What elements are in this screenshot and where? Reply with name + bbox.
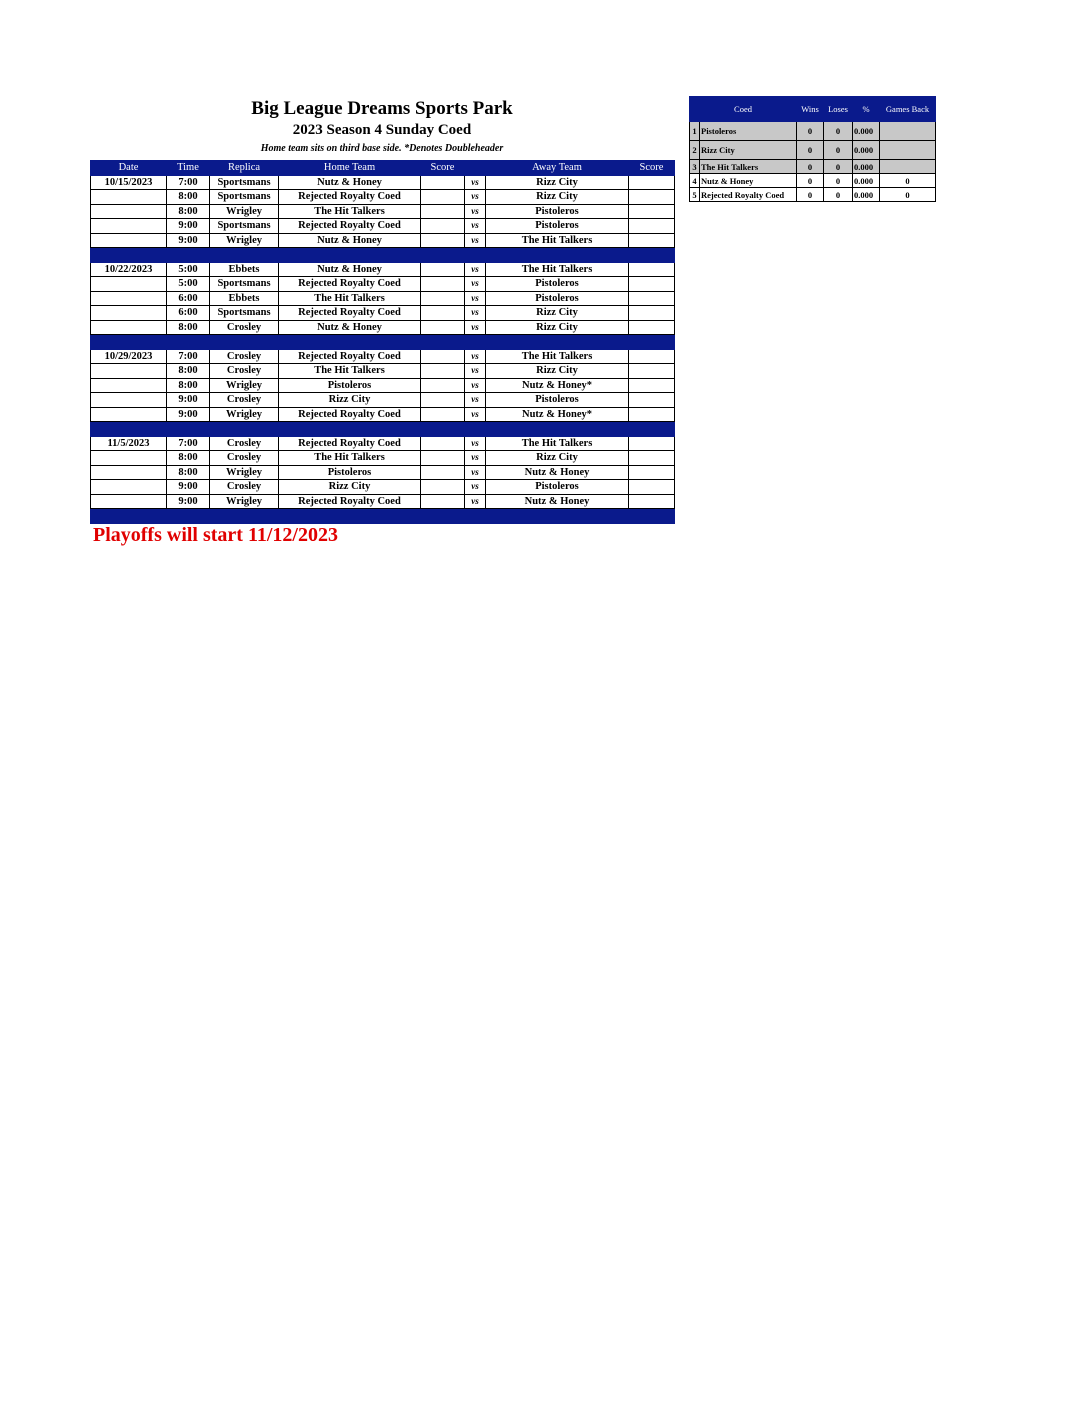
standings-row — [690, 141, 936, 160]
vs-label: vs — [465, 378, 486, 393]
team-pct: 0.000 — [853, 141, 880, 160]
separator-cell — [486, 509, 629, 524]
away-score — [629, 349, 675, 364]
header-vs-blank — [465, 161, 486, 176]
game-date-empty — [91, 407, 167, 422]
vs-label: vs — [465, 494, 486, 509]
separator-cell — [167, 422, 210, 437]
game-date-empty — [91, 480, 167, 495]
game-date-empty — [91, 190, 167, 205]
game-replica: Sportsmans — [210, 219, 279, 234]
game-replica: Wrigley — [210, 465, 279, 480]
away-score — [629, 393, 675, 408]
game-replica: Ebbets — [210, 262, 279, 277]
page-title: Big League Dreams Sports Park — [251, 98, 513, 119]
separator-cell — [421, 248, 465, 263]
vs-label: vs — [465, 175, 486, 190]
game-replica: Crosley — [210, 349, 279, 364]
home-team: Pistoleros — [279, 378, 421, 393]
away-score — [629, 451, 675, 466]
standings-header-games-back: Games Back — [880, 97, 936, 122]
schedule-note: Home team sits on third base side. *Denotes Doubleheader — [260, 143, 504, 154]
separator-cell — [629, 335, 675, 350]
header-home-team: Home Team — [279, 161, 421, 176]
game-date-empty — [91, 364, 167, 379]
header-replica: Replica — [210, 161, 279, 176]
game-time: 8:00 — [167, 204, 210, 219]
vs-label: vs — [465, 291, 486, 306]
header-home-score: Score — [421, 161, 465, 176]
home-score — [421, 465, 465, 480]
team-rank: 3 — [690, 160, 700, 174]
away-score — [629, 291, 675, 306]
separator-cell — [210, 248, 279, 263]
away-score — [629, 436, 675, 451]
game-date-empty — [91, 378, 167, 393]
game-row — [91, 219, 675, 234]
game-row — [91, 262, 675, 277]
separator-cell — [167, 335, 210, 350]
game-time: 9:00 — [167, 233, 210, 248]
game-row — [91, 204, 675, 219]
standings-header-loses: Loses — [824, 97, 853, 122]
team-name: The Hit Talkers — [700, 160, 797, 174]
home-team: Rejected Royalty Coed — [279, 190, 421, 205]
vs-label: vs — [465, 320, 486, 335]
away-team: The Hit Talkers — [486, 436, 629, 451]
standings-row — [690, 174, 936, 188]
standings-row — [690, 122, 936, 141]
game-row — [91, 407, 675, 422]
game-date: 11/5/2023 — [91, 436, 167, 451]
standings-header-wins: Wins — [797, 97, 824, 122]
away-team: Pistoleros — [486, 219, 629, 234]
home-team: Rejected Royalty Coed — [279, 349, 421, 364]
game-date-empty — [91, 277, 167, 292]
team-pct: 0.000 — [853, 188, 880, 202]
home-team: The Hit Talkers — [279, 451, 421, 466]
game-date-empty — [91, 451, 167, 466]
team-name: Rizz City — [700, 141, 797, 160]
team-wins: 0 — [797, 122, 824, 141]
header-date: Date — [91, 161, 167, 176]
game-replica: Wrigley — [210, 233, 279, 248]
away-team: Pistoleros — [486, 204, 629, 219]
standings-row — [690, 160, 936, 174]
home-score — [421, 393, 465, 408]
game-time: 8:00 — [167, 364, 210, 379]
header-away-team: Away Team — [486, 161, 629, 176]
game-date-empty — [91, 320, 167, 335]
separator-cell — [210, 422, 279, 437]
game-date-empty — [91, 233, 167, 248]
game-replica: Sportsmans — [210, 306, 279, 321]
vs-label: vs — [465, 349, 486, 364]
separator-cell — [421, 509, 465, 524]
game-date-empty — [91, 291, 167, 306]
away-team: Pistoleros — [486, 277, 629, 292]
home-team: Rejected Royalty Coed — [279, 219, 421, 234]
game-time: 9:00 — [167, 219, 210, 234]
standings-header-coed: Coed — [690, 97, 797, 122]
away-score — [629, 480, 675, 495]
separator-cell — [421, 335, 465, 350]
home-score — [421, 378, 465, 393]
away-score — [629, 306, 675, 321]
standings-table — [689, 96, 936, 202]
home-team: Nutz & Honey — [279, 320, 421, 335]
separator-cell — [279, 248, 421, 263]
home-score — [421, 204, 465, 219]
home-team: Nutz & Honey — [279, 262, 421, 277]
week-separator-row — [91, 335, 675, 350]
away-score — [629, 262, 675, 277]
away-score — [629, 494, 675, 509]
away-score — [629, 190, 675, 205]
playoffs-notice: Playoffs will start 11/12/2023 — [93, 524, 338, 546]
vs-label: vs — [465, 436, 486, 451]
game-time: 6:00 — [167, 291, 210, 306]
header-away-score: Score — [629, 161, 675, 176]
vs-label: vs — [465, 262, 486, 277]
team-pct: 0.000 — [853, 174, 880, 188]
team-name: Rejected Royalty Coed — [700, 188, 797, 202]
game-replica: Wrigley — [210, 378, 279, 393]
home-team: Nutz & Honey — [279, 175, 421, 190]
home-score — [421, 407, 465, 422]
team-games-back — [880, 160, 936, 174]
game-row — [91, 320, 675, 335]
standings-body — [690, 122, 936, 202]
home-score — [421, 190, 465, 205]
separator-cell — [486, 335, 629, 350]
game-replica: Crosley — [210, 320, 279, 335]
standings-row — [690, 188, 936, 202]
away-team: Rizz City — [486, 320, 629, 335]
game-replica: Sportsmans — [210, 277, 279, 292]
header-time: Time — [167, 161, 210, 176]
game-time: 8:00 — [167, 451, 210, 466]
game-time: 8:00 — [167, 190, 210, 205]
vs-label: vs — [465, 407, 486, 422]
team-games-back — [880, 141, 936, 160]
team-loses: 0 — [824, 174, 853, 188]
separator-cell — [91, 422, 167, 437]
schedule-body — [91, 175, 675, 523]
home-team: Rizz City — [279, 480, 421, 495]
away-team: Nutz & Honey* — [486, 378, 629, 393]
home-score — [421, 451, 465, 466]
vs-label: vs — [465, 190, 486, 205]
home-score — [421, 277, 465, 292]
vs-label: vs — [465, 277, 486, 292]
home-score — [421, 262, 465, 277]
game-replica: Crosley — [210, 436, 279, 451]
team-wins: 0 — [797, 160, 824, 174]
page-subtitle: 2023 Season 4 Sunday Coed — [292, 122, 472, 138]
away-score — [629, 407, 675, 422]
week-separator-row — [91, 248, 675, 263]
team-wins: 0 — [797, 141, 824, 160]
vs-label: vs — [465, 204, 486, 219]
home-score — [421, 219, 465, 234]
game-date-empty — [91, 219, 167, 234]
game-replica: Ebbets — [210, 291, 279, 306]
home-score — [421, 480, 465, 495]
home-score — [421, 175, 465, 190]
game-row — [91, 190, 675, 205]
separator-cell — [210, 335, 279, 350]
game-replica: Sportsmans — [210, 175, 279, 190]
away-score — [629, 233, 675, 248]
team-loses: 0 — [824, 188, 853, 202]
game-replica: Sportsmans — [210, 190, 279, 205]
team-games-back: 0 — [880, 188, 936, 202]
away-team: Pistoleros — [486, 480, 629, 495]
team-loses: 0 — [824, 141, 853, 160]
game-time: 9:00 — [167, 480, 210, 495]
home-team: Rejected Royalty Coed — [279, 436, 421, 451]
game-date-empty — [91, 204, 167, 219]
game-row — [91, 175, 675, 190]
game-time: 8:00 — [167, 320, 210, 335]
home-team: The Hit Talkers — [279, 204, 421, 219]
away-score — [629, 219, 675, 234]
away-team: Nutz & Honey — [486, 465, 629, 480]
away-score — [629, 320, 675, 335]
game-replica: Wrigley — [210, 494, 279, 509]
team-games-back: 0 — [880, 174, 936, 188]
away-score — [629, 364, 675, 379]
away-team: Pistoleros — [486, 393, 629, 408]
separator-cell — [91, 248, 167, 263]
away-score — [629, 204, 675, 219]
game-replica: Crosley — [210, 393, 279, 408]
team-rank: 5 — [690, 188, 700, 202]
home-team: The Hit Talkers — [279, 364, 421, 379]
separator-cell — [465, 335, 486, 350]
home-score — [421, 306, 465, 321]
game-date: 10/15/2023 — [91, 175, 167, 190]
home-score — [421, 494, 465, 509]
game-time: 6:00 — [167, 306, 210, 321]
separator-cell — [465, 248, 486, 263]
home-score — [421, 364, 465, 379]
game-time: 7:00 — [167, 175, 210, 190]
separator-cell — [279, 335, 421, 350]
vs-label: vs — [465, 465, 486, 480]
game-replica: Wrigley — [210, 204, 279, 219]
game-time: 5:00 — [167, 277, 210, 292]
home-team: Rejected Royalty Coed — [279, 494, 421, 509]
vs-label: vs — [465, 393, 486, 408]
home-team: Rejected Royalty Coed — [279, 277, 421, 292]
home-score — [421, 436, 465, 451]
game-time: 5:00 — [167, 262, 210, 277]
separator-cell — [486, 248, 629, 263]
separator-cell — [486, 422, 629, 437]
schedule-table — [90, 160, 675, 524]
separator-cell — [279, 509, 421, 524]
schedule-header-row — [91, 161, 675, 176]
separator-cell — [629, 422, 675, 437]
game-row — [91, 436, 675, 451]
team-pct: 0.000 — [853, 160, 880, 174]
team-loses: 0 — [824, 122, 853, 141]
away-team: Nutz & Honey* — [486, 407, 629, 422]
game-row — [91, 291, 675, 306]
game-row — [91, 378, 675, 393]
vs-label: vs — [465, 451, 486, 466]
home-team: Rejected Royalty Coed — [279, 306, 421, 321]
home-team: Rizz City — [279, 393, 421, 408]
away-score — [629, 277, 675, 292]
vs-label: vs — [465, 233, 486, 248]
vs-label: vs — [465, 480, 486, 495]
standings-header-row — [690, 97, 936, 122]
game-replica: Crosley — [210, 451, 279, 466]
game-row — [91, 349, 675, 364]
game-time: 7:00 — [167, 436, 210, 451]
away-team: Rizz City — [486, 451, 629, 466]
team-games-back — [880, 122, 936, 141]
away-team: Rizz City — [486, 175, 629, 190]
separator-cell — [167, 509, 210, 524]
home-score — [421, 320, 465, 335]
game-row — [91, 480, 675, 495]
separator-cell — [167, 248, 210, 263]
game-date: 10/29/2023 — [91, 349, 167, 364]
game-date-empty — [91, 465, 167, 480]
game-row — [91, 277, 675, 292]
vs-label: vs — [465, 364, 486, 379]
away-team: Rizz City — [486, 190, 629, 205]
separator-cell — [629, 509, 675, 524]
team-name: Nutz & Honey — [700, 174, 797, 188]
game-row — [91, 393, 675, 408]
game-date-empty — [91, 393, 167, 408]
game-time: 9:00 — [167, 393, 210, 408]
home-score — [421, 233, 465, 248]
game-time: 9:00 — [167, 407, 210, 422]
team-pct: 0.000 — [853, 122, 880, 141]
team-rank: 2 — [690, 141, 700, 160]
team-rank: 4 — [690, 174, 700, 188]
away-team: The Hit Talkers — [486, 349, 629, 364]
game-row — [91, 465, 675, 480]
game-time: 8:00 — [167, 378, 210, 393]
away-score — [629, 175, 675, 190]
away-team: The Hit Talkers — [486, 233, 629, 248]
home-score — [421, 291, 465, 306]
home-score — [421, 349, 465, 364]
game-row — [91, 306, 675, 321]
home-team: Rejected Royalty Coed — [279, 407, 421, 422]
home-team: Nutz & Honey — [279, 233, 421, 248]
team-rank: 1 — [690, 122, 700, 141]
away-team: Nutz & Honey — [486, 494, 629, 509]
game-date: 10/22/2023 — [91, 262, 167, 277]
week-separator-row — [91, 509, 675, 524]
game-row — [91, 451, 675, 466]
standings-header-pct: % — [853, 97, 880, 122]
game-replica: Crosley — [210, 480, 279, 495]
game-replica: Crosley — [210, 364, 279, 379]
game-time: 9:00 — [167, 494, 210, 509]
separator-cell — [91, 509, 167, 524]
game-date-empty — [91, 494, 167, 509]
separator-cell — [91, 335, 167, 350]
home-team: The Hit Talkers — [279, 291, 421, 306]
game-row — [91, 494, 675, 509]
separator-cell — [629, 248, 675, 263]
week-separator-row — [91, 422, 675, 437]
away-team: The Hit Talkers — [486, 262, 629, 277]
away-score — [629, 465, 675, 480]
away-score — [629, 378, 675, 393]
game-time: 8:00 — [167, 465, 210, 480]
separator-cell — [279, 422, 421, 437]
team-wins: 0 — [797, 188, 824, 202]
separator-cell — [465, 509, 486, 524]
separator-cell — [465, 422, 486, 437]
team-wins: 0 — [797, 174, 824, 188]
home-team: Pistoleros — [279, 465, 421, 480]
team-loses: 0 — [824, 160, 853, 174]
game-time: 7:00 — [167, 349, 210, 364]
away-team: Rizz City — [486, 306, 629, 321]
vs-label: vs — [465, 306, 486, 321]
away-team: Rizz City — [486, 364, 629, 379]
game-date-empty — [91, 306, 167, 321]
game-row — [91, 364, 675, 379]
away-team: Pistoleros — [486, 291, 629, 306]
game-replica: Wrigley — [210, 407, 279, 422]
game-row — [91, 233, 675, 248]
separator-cell — [421, 422, 465, 437]
separator-cell — [210, 509, 279, 524]
vs-label: vs — [465, 219, 486, 234]
team-name: Pistoleros — [700, 122, 797, 141]
